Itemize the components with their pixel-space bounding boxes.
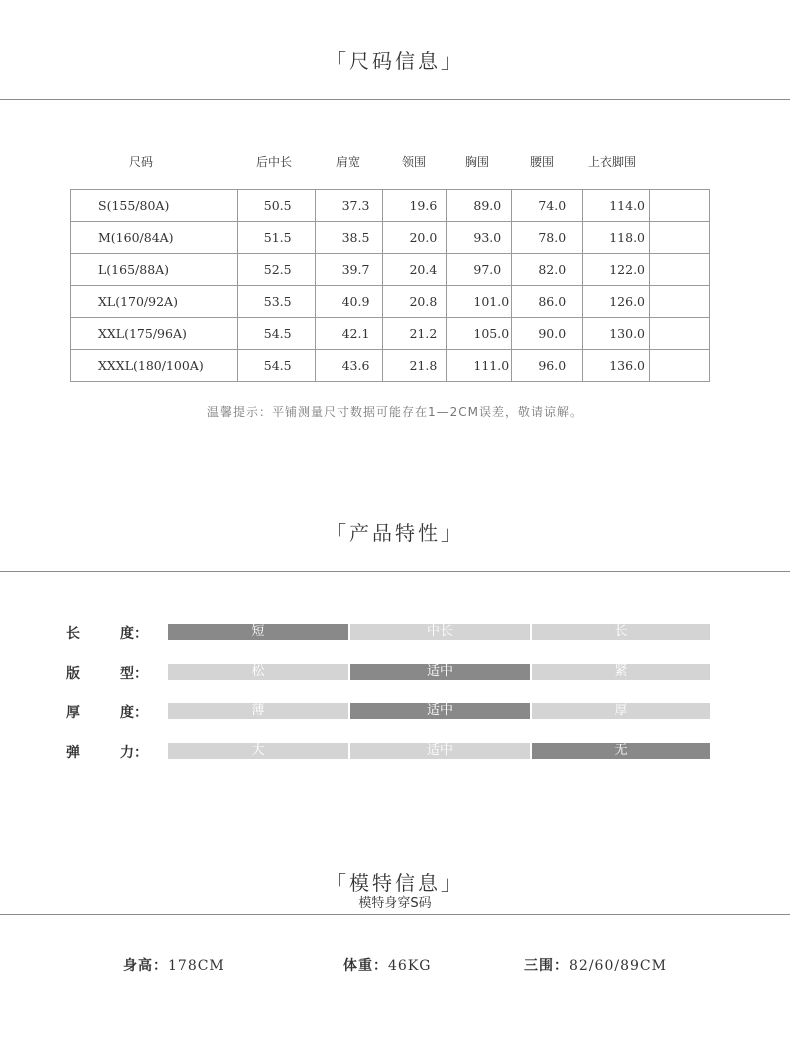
measure-cell: 53.5 <box>237 286 315 318</box>
size-section-title: 「尺码信息」 <box>326 49 464 73</box>
measure-cell: 118.0 <box>583 222 650 254</box>
measure-cell: 82.0 <box>512 254 583 286</box>
feature-row <box>66 624 716 640</box>
measure-cell: 21.2 <box>383 318 447 350</box>
feature-label <box>66 742 148 762</box>
header-size: 尺码 <box>129 155 154 169</box>
measure-cell <box>650 254 710 286</box>
table-row <box>71 222 710 254</box>
feature-label-char: 长 <box>66 626 80 642</box>
feature-label-suffix: 力： <box>120 745 148 761</box>
feature-label <box>66 623 148 643</box>
measure-cell: 19.6 <box>383 190 447 222</box>
measure-cell: 78.0 <box>512 222 583 254</box>
measure-cell: 42.1 <box>315 318 383 350</box>
model-measurements <box>524 955 667 975</box>
header-chest: 胸围 <box>465 155 490 169</box>
feature-row <box>66 703 716 719</box>
feature-option: 薄 <box>168 703 348 719</box>
measure-cell: 111.0 <box>447 350 512 382</box>
measure-cell: 105.0 <box>447 318 512 350</box>
feature-option: 长 <box>532 624 710 640</box>
size-cell: L(165/88A) <box>71 254 238 286</box>
feature-label <box>66 702 148 722</box>
table-row <box>71 254 710 286</box>
measure-cell: 74.0 <box>512 190 583 222</box>
size-cell: XL(170/92A) <box>71 286 238 318</box>
feature-option: 无 <box>532 743 710 759</box>
feature-option: 松 <box>168 664 348 680</box>
feature-label-suffix: 型： <box>120 666 148 682</box>
feature-section-divider <box>0 571 790 572</box>
feature-label-suffix: 度： <box>120 705 148 721</box>
measure-cell: 114.0 <box>583 190 650 222</box>
model-weight-label: 体重： <box>343 958 388 974</box>
measure-cell: 97.0 <box>447 254 512 286</box>
measure-cell: 20.8 <box>383 286 447 318</box>
model-section-divider <box>0 914 790 915</box>
measure-cell <box>650 318 710 350</box>
measure-cell <box>650 286 710 318</box>
size-cell: M(160/84A) <box>71 222 238 254</box>
feature-row <box>66 743 716 759</box>
model-measure-value: 82/60/89CM <box>569 958 667 974</box>
header-neck: 领围 <box>402 155 427 169</box>
measure-cell: 136.0 <box>583 350 650 382</box>
measure-cell: 40.9 <box>315 286 383 318</box>
feature-option: 适中 <box>350 703 530 719</box>
header-hem: 上衣脚围 <box>588 155 637 169</box>
header-back-length: 后中长 <box>256 155 293 169</box>
measure-cell: 20.0 <box>383 222 447 254</box>
model-subtitle: 模特身穿S码 <box>358 896 432 911</box>
table-row <box>71 286 710 318</box>
measure-cell: 101.0 <box>447 286 512 318</box>
header-waist: 腰围 <box>530 155 555 169</box>
measure-cell: 122.0 <box>583 254 650 286</box>
size-section-divider <box>0 99 790 100</box>
size-cell: S(155/80A) <box>71 190 238 222</box>
feature-label-suffix: 度： <box>120 626 148 642</box>
measure-cell: 54.5 <box>237 350 315 382</box>
model-weight <box>343 955 431 975</box>
measure-cell: 37.3 <box>315 190 383 222</box>
model-height-value: 178CM <box>168 958 225 974</box>
feature-label-char: 弹 <box>66 745 80 761</box>
model-height <box>123 955 225 975</box>
feature-option: 适中 <box>350 743 530 759</box>
feature-option: 大 <box>168 743 348 759</box>
model-weight-value: 46KG <box>388 958 432 974</box>
measure-cell: 20.4 <box>383 254 447 286</box>
measure-cell: 38.5 <box>315 222 383 254</box>
feature-option: 适中 <box>350 664 530 680</box>
feature-option: 中长 <box>350 624 530 640</box>
measure-cell: 52.5 <box>237 254 315 286</box>
feature-option: 厚 <box>532 703 710 719</box>
feature-option: 短 <box>168 624 348 640</box>
measure-cell: 50.5 <box>237 190 315 222</box>
measure-cell: 96.0 <box>512 350 583 382</box>
measure-cell: 51.5 <box>237 222 315 254</box>
measure-cell: 54.5 <box>237 318 315 350</box>
measure-cell: 39.7 <box>315 254 383 286</box>
measure-cell: 90.0 <box>512 318 583 350</box>
measure-cell: 21.8 <box>383 350 447 382</box>
measure-cell <box>650 350 710 382</box>
feature-row <box>66 664 716 680</box>
measure-cell: 89.0 <box>447 190 512 222</box>
feature-label-char: 版 <box>66 666 80 682</box>
measure-cell <box>650 222 710 254</box>
model-section-title: 「模特信息」 <box>326 871 464 895</box>
measure-cell: 126.0 <box>583 286 650 318</box>
size-note: 温馨提示：平铺测量尺寸数据可能存在1—2CM误差，敬请谅解。 <box>206 405 583 419</box>
header-shoulder: 肩宽 <box>336 155 361 169</box>
measure-cell: 43.6 <box>315 350 383 382</box>
table-row <box>71 350 710 382</box>
size-cell: XXXL(180/100A) <box>71 350 238 382</box>
feature-section-title: 「产品特性」 <box>326 521 464 545</box>
feature-option: 紧 <box>532 664 710 680</box>
model-height-label: 身高： <box>123 958 168 974</box>
model-measure-label: 三围： <box>524 958 569 974</box>
feature-label <box>66 663 148 683</box>
measure-cell <box>650 190 710 222</box>
measure-cell: 93.0 <box>447 222 512 254</box>
table-row <box>71 190 710 222</box>
size-table <box>70 189 710 382</box>
table-row <box>71 318 710 350</box>
feature-label-char: 厚 <box>66 705 80 721</box>
measure-cell: 130.0 <box>583 318 650 350</box>
size-cell: XXL(175/96A) <box>71 318 238 350</box>
measure-cell: 86.0 <box>512 286 583 318</box>
